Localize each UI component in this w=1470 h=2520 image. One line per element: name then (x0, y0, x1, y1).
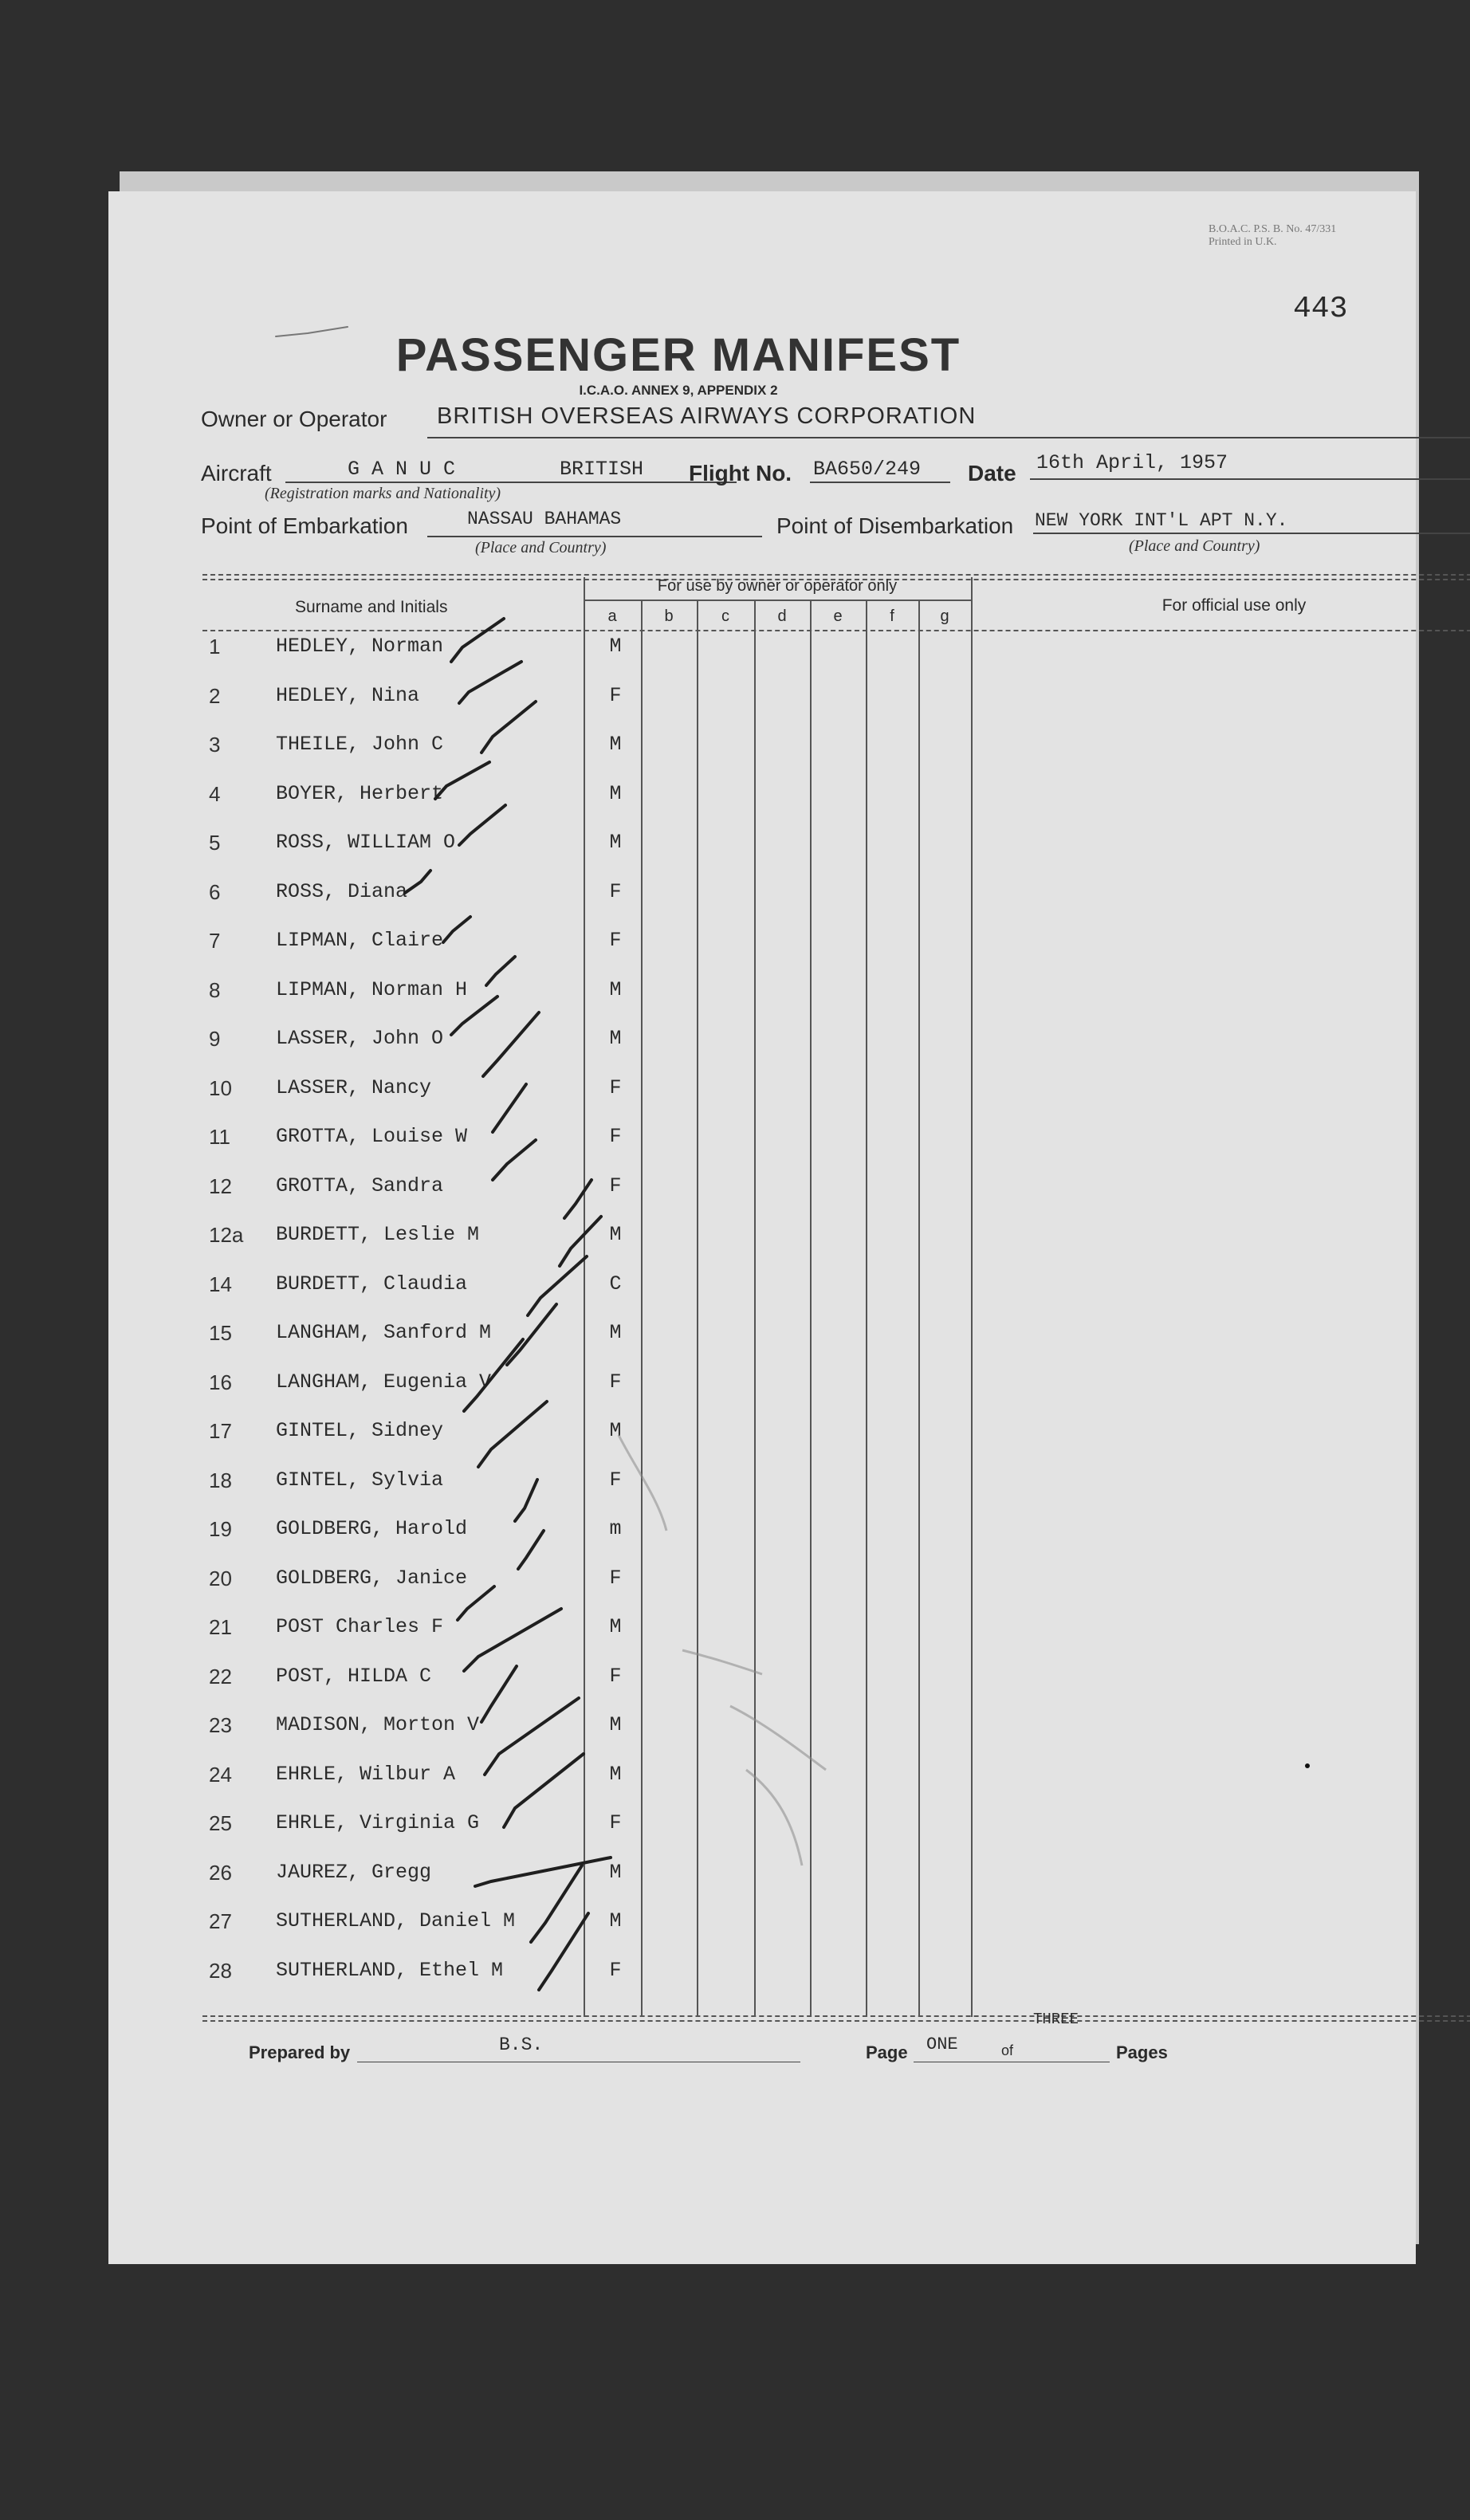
row-number: 2 (209, 683, 221, 708)
passenger-name: POST, HILDA C (276, 1664, 432, 1688)
column-header-e: e (833, 607, 843, 625)
pages-label: Pages (1116, 2042, 1168, 2062)
passenger-name: BOYER, Herbert (276, 781, 444, 805)
row-number: 21 (209, 1615, 232, 1639)
check-mark-icon (464, 1339, 523, 1411)
row-number: 27 (209, 1909, 232, 1933)
check-mark-icon (481, 1666, 517, 1722)
check-mark-icon (564, 1180, 592, 1218)
passenger-name: GOLDBERG, Harold (276, 1517, 468, 1540)
faint-pencil-mark-icon (619, 1435, 666, 1531)
passenger-sex: F (609, 929, 622, 952)
check-mark-icon (486, 957, 515, 985)
passenger-sex: F (609, 1566, 622, 1590)
check-mark-icon (475, 1858, 611, 1886)
row-number: 23 (209, 1713, 232, 1737)
passenger-name: MADISON, Morton V (276, 1713, 480, 1736)
check-mark-icon (451, 619, 504, 662)
date-value: 16th April, 1957 (1036, 451, 1228, 474)
passenger-name: GROTTA, Sandra (276, 1174, 444, 1197)
row-number: 25 (209, 1811, 232, 1835)
check-mark-icon (504, 1754, 584, 1827)
check-mark-icon (539, 1913, 588, 1990)
owner-label: Owner or Operator (201, 407, 387, 431)
passenger-sex: F (609, 1468, 622, 1492)
row-number: 20 (209, 1566, 232, 1590)
passenger-name: ROSS, WILLIAM O (276, 831, 456, 854)
column-header-a: a (607, 607, 617, 625)
passenger-name: BURDETT, Leslie M (276, 1223, 480, 1246)
surname-header: Surname and Initials (295, 598, 448, 616)
prepared-by-label: Prepared by (249, 2042, 351, 2062)
owner-use-header: For use by owner or operator only (657, 577, 898, 595)
check-mark-icon (485, 1698, 579, 1775)
check-mark-icon (435, 762, 489, 799)
row-number: 11 (209, 1125, 230, 1149)
of-label: of (1001, 2042, 1014, 2058)
passenger-sex: M (609, 1615, 622, 1638)
check-mark-icon (483, 1012, 539, 1076)
row-number: 17 (209, 1419, 232, 1443)
row-number: 28 (209, 1958, 232, 1983)
check-mark-icon (405, 871, 430, 893)
row-number: 18 (209, 1468, 232, 1492)
passenger-name: GROTTA, Louise W (276, 1125, 468, 1148)
passenger-sex: M (609, 1762, 622, 1786)
passenger-sex: F (609, 683, 622, 707)
passenger-sex: F (609, 1125, 622, 1148)
passenger-name: GOLDBERG, Janice (276, 1566, 468, 1590)
passenger-sex: F (609, 1958, 622, 1982)
passenger-sex: M (609, 733, 622, 756)
passenger-name: SUTHERLAND, Ethel M (276, 1958, 504, 1982)
aircraft-hint: (Registration marks and Nationality) (265, 485, 501, 502)
passenger-name: LASSER, John O (276, 1027, 444, 1050)
passenger-name: EHRLE, Wilbur A (276, 1762, 456, 1786)
check-mark-icon (459, 805, 505, 845)
passenger-name: LIPMAN, Norman H (276, 977, 468, 1001)
row-number: 19 (209, 1517, 232, 1541)
ink-dot-icon (1305, 1763, 1310, 1768)
passenger-sex: F (609, 1664, 622, 1688)
check-mark-icon (459, 662, 521, 703)
passenger-name: HEDLEY, Norman (276, 635, 444, 658)
check-mark-icon (478, 1402, 547, 1467)
row-number: 12a (209, 1223, 244, 1247)
check-mark-icon (507, 1304, 556, 1365)
form-number-line: B.O.A.C. P.S. B. No. 47/331 (1209, 223, 1337, 235)
page-title: PASSENGER MANIFEST (395, 329, 961, 381)
faint-pencil-mark-icon (746, 1770, 802, 1865)
pen-stroke-icon (276, 327, 348, 336)
passenger-sex: F (609, 1174, 622, 1197)
passenger-name: LIPMAN, Claire (276, 929, 444, 952)
disembarkation-value: NEW YORK INT'L APT N.Y. (1035, 510, 1288, 531)
row-number: 4 (209, 781, 221, 806)
row-number: 24 (209, 1762, 232, 1787)
passenger-name: SUTHERLAND, Daniel M (276, 1909, 516, 1932)
row-number: 22 (209, 1664, 232, 1689)
faint-pencil-mark-icon (730, 1706, 826, 1770)
row-number: 10 (209, 1075, 232, 1100)
passenger-name: GINTEL, Sidney (276, 1419, 444, 1442)
page-value: ONE (926, 2034, 958, 2054)
flight-number: BA650/249 (813, 458, 922, 481)
page-subtitle: I.C.A.O. ANNEX 9, APPENDIX 2 (579, 383, 778, 398)
row-number: 5 (209, 831, 221, 855)
row-number: 14 (209, 1272, 232, 1296)
passenger-sex: C (609, 1272, 622, 1295)
page-label: Page (866, 2042, 908, 2062)
row-number: 16 (209, 1370, 232, 1394)
manifest-sheet (108, 191, 1416, 2264)
embarkation-label: Point of Embarkation (201, 513, 408, 538)
passenger-name: GINTEL, Sylvia (276, 1468, 444, 1492)
passenger-sex: M (609, 1419, 622, 1442)
column-header-b: b (664, 607, 674, 625)
check-mark-icon (458, 1586, 494, 1620)
printed-in-line: Printed in U.K. (1209, 236, 1277, 248)
column-header-c: c (721, 607, 729, 625)
passenger-sex: M (609, 1223, 622, 1246)
passenger-sex: F (609, 879, 622, 903)
passenger-sex: M (609, 1027, 622, 1050)
aircraft-nationality: BRITISH (560, 458, 644, 481)
prepared-by-value: B.S. (499, 2034, 544, 2055)
passenger-name: LANGHAM, Eugenia V (276, 1370, 492, 1394)
page-number: 443 (1293, 292, 1348, 326)
flight-label: Flight No. (689, 461, 792, 486)
passenger-sex: M (609, 977, 622, 1001)
row-number: 12 (209, 1174, 232, 1198)
row-number: 15 (209, 1321, 232, 1345)
check-mark-icon (515, 1480, 537, 1521)
passenger-sex: m (609, 1517, 622, 1540)
passenger-sex: M (609, 1860, 622, 1884)
passenger-name: THEILE, John C (276, 733, 444, 756)
passenger-name: ROSS, Diana (276, 879, 408, 903)
passenger-name: BURDETT, Claudia (276, 1272, 468, 1295)
check-mark-icon (528, 1256, 587, 1315)
owner-value: BRITISH OVERSEAS AIRWAYS CORPORATION (437, 403, 977, 429)
aircraft-registration: G A N U C (348, 458, 456, 481)
column-header-f: f (890, 607, 894, 625)
passenger-sex: M (609, 781, 622, 805)
total-pages-value: THREE (1033, 2011, 1079, 2028)
check-mark-icon (493, 1084, 526, 1132)
row-number: 9 (209, 1027, 221, 1051)
check-mark-icon (518, 1531, 544, 1569)
passenger-name: LANGHAM, Sanford M (276, 1321, 492, 1344)
check-mark-icon (493, 1140, 536, 1180)
row-number: 1 (209, 635, 221, 659)
passenger-sex: M (609, 1713, 622, 1736)
passenger-sex: F (609, 1811, 622, 1834)
passenger-sex: M (609, 1321, 622, 1344)
check-mark-icon (464, 1609, 561, 1671)
row-number: 8 (209, 977, 221, 1002)
embarkation-value: NASSAU BAHAMAS (467, 509, 622, 529)
passenger-name: EHRLE, Virginia G (276, 1811, 480, 1834)
disembarkation-hint: (Place and Country) (1129, 537, 1260, 555)
passenger-name: LASSER, Nancy (276, 1075, 432, 1099)
embarkation-hint: (Place and Country) (475, 539, 607, 556)
passenger-sex: F (609, 1370, 622, 1394)
official-use-header: For official use only (1161, 596, 1307, 615)
passenger-name: POST Charles F (276, 1615, 444, 1638)
row-number: 26 (209, 1860, 232, 1885)
date-label: Date (968, 461, 1016, 486)
check-mark-icon (481, 702, 536, 753)
aircraft-label: Aircraft (201, 461, 272, 486)
check-mark-icon (443, 917, 470, 942)
passenger-name: JAUREZ, Gregg (276, 1860, 432, 1884)
column-header-d: d (777, 607, 787, 625)
check-mark-icon (531, 1865, 582, 1942)
faint-pencil-mark-icon (682, 1650, 762, 1674)
check-mark-icon (560, 1217, 601, 1266)
passenger-sex: F (609, 1075, 622, 1099)
row-number: 7 (209, 929, 221, 953)
passenger-sex: M (609, 831, 622, 854)
passenger-sex: M (609, 635, 622, 658)
row-number: 3 (209, 733, 221, 757)
handwritten-check-marks (108, 191, 1416, 2264)
check-mark-icon (451, 997, 497, 1035)
disembarkation-label: Point of Disembarkation (776, 513, 1014, 538)
passenger-name: HEDLEY, Nina (276, 683, 420, 707)
passenger-sex: M (609, 1909, 622, 1932)
row-number: 6 (209, 879, 221, 904)
column-header-g: g (940, 607, 949, 625)
